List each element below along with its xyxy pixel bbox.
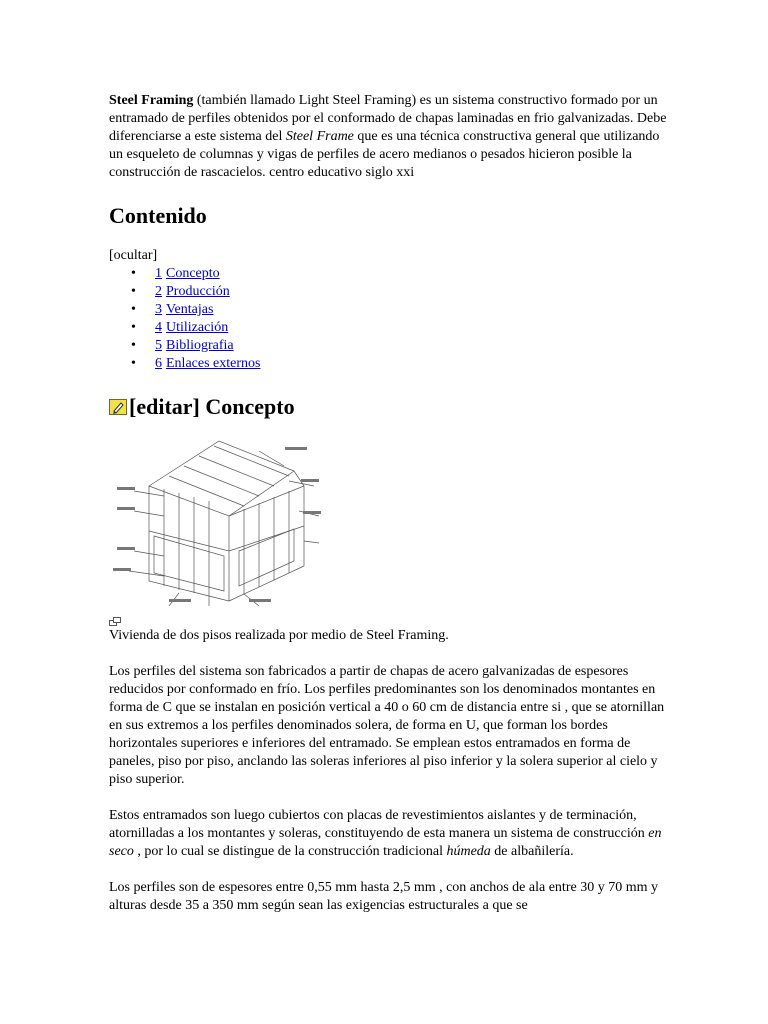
intro-text-1: (también llamado Light Steel Framing) es un sistema constructivo formado por un entramado de perfiles obtenidos por el conformado de chapas laminadas en frio galvanizadas. Debe diferenciarse a este sistema del — [109, 93, 667, 144]
toc-item-produccion — [131, 283, 669, 301]
toc-link-concepto[interactable]: 1 Concepto — [155, 266, 220, 281]
intro-term: Steel Framing — [109, 93, 194, 108]
toc-link-bibliografia[interactable]: 5 Bibliografia — [155, 338, 234, 353]
toc-link-utilizacion[interactable]: 4 Utilización — [155, 320, 229, 335]
section-heading-concepto — [109, 393, 669, 421]
toc-item-concepto — [131, 265, 669, 283]
section-title: Concepto — [205, 394, 295, 419]
toc-link-ventajas[interactable]: 3 Ventajas — [155, 302, 214, 317]
intro-text-2: que es una técnica constructiva general que utilizando un esqueleto de columnas y vigas de perfiles de acero medianos o pesados hicieron posible la construcción de rascacielos. centro educativo siglo xxi — [109, 129, 660, 180]
article — [109, 92, 669, 915]
italic-humeda: húmeda — [446, 844, 491, 859]
toc-link-produccion[interactable]: 2 Producción — [155, 284, 230, 299]
italic-en-seco: en seco — [109, 826, 662, 859]
edit-link[interactable]: [editar] — [129, 394, 200, 419]
toc-link-enlaces[interactable]: 6 Enlaces externos — [155, 356, 261, 371]
toc-list-2 — [109, 355, 669, 373]
steel-frame-house-illustration — [109, 431, 324, 606]
toc-item-enlaces — [131, 355, 669, 373]
toc-item-bibliografia — [131, 337, 669, 355]
enlarge-icon[interactable] — [109, 617, 121, 627]
intro-term-italic: Steel Frame — [285, 129, 354, 144]
figure-caption: Vivienda de dos pisos realizada por medio de Steel Framing. — [109, 628, 449, 643]
toc-list — [109, 265, 669, 355]
intro-paragraph — [109, 92, 669, 182]
toc-item-utilizacion — [131, 319, 669, 337]
edit-icon[interactable] — [109, 399, 127, 415]
paragraph-1: Los perfiles del sistema son fabricados a partir de chapas de acero galvanizadas de espesores reducidos por conformado en frío. Los perfiles predominantes son los denominados montantes en forma de C que se instalan en posición vertical a 40 o 60 cm de distancia entre si , que se atornillan en sus extremos a los perfiles denominados solera, de forma en U, que forman los bordes horizontales superiores e inferiores del entramado. Se emplean estos entramados en forma de paneles, piso por piso, anclando las soleras inferiores al piso inferior y la solera superior al cielo y piso superior. — [109, 664, 665, 787]
paragraph-3: Los perfiles son de espesores entre 0,55 mm hasta 2,5 mm , con anchos de ala entre 30 y 70 mm y alturas desde 35 a 350 mm según sean las exigencias estructurales a que se — [109, 880, 658, 913]
toc-item-ventajas — [131, 301, 669, 319]
paragraph-2: Estos entramados son luego cubiertos con placas de revestimientos aislantes y de terminación, atornilladas a los montantes y soleras, constituyendo de esta manera un sistema de construcción en seco , por lo cual se distingue de la construcción tradicional húmeda de albañilería. — [109, 808, 662, 859]
contents-heading: Contenido — [109, 203, 207, 228]
toc-toggle[interactable]: [ocultar] — [109, 248, 158, 263]
